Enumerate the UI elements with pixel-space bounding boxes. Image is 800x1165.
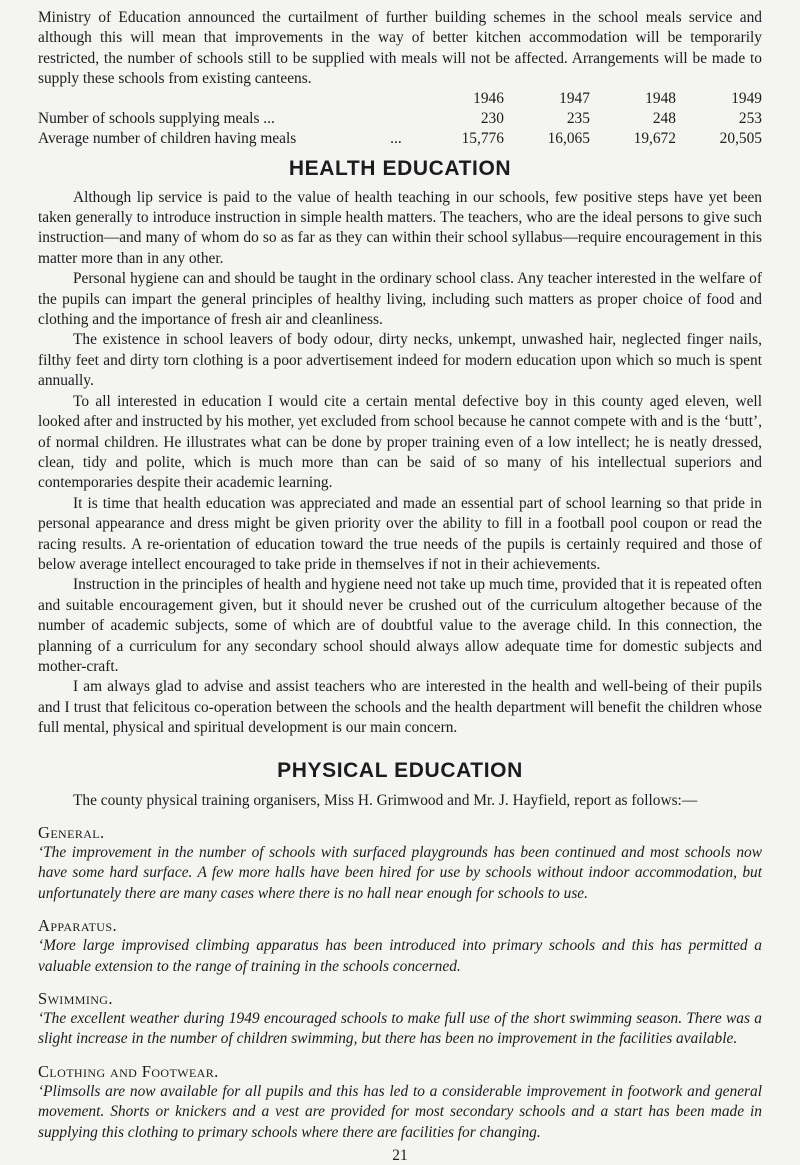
health-paragraph: It is time that health education was appreciated and made an essential part of school learning so that pride in personal appearance and dress might be given priority over the ability to fill in a football pool coupon or read the racing results. A re-orientation of education toward the true needs of the pupils is certainly required and those of below average intellect encouraged to take pride in themselves if not in their achievements. bbox=[38, 494, 762, 573]
row-dots: ... bbox=[390, 129, 402, 147]
health-paragraph: Although lip service is paid to the value of health teaching in our schools, few positive steps have yet been taken generally to introduce instruction in simple health matters. The teachers, who are the ideal persons to give such instruction—and many of whom do so as far as they can within their school syllabus—require encouragement in this matter more than in any other. bbox=[38, 188, 762, 267]
section-text-clothing-footwear: ‘Plimsolls are now available for all pupils and this has led to a considerable improvement in footwork and general movement. Shorts or knickers and a vest are provided for most secondary schools and a start has been made in supplying this clothing to primary schools where there are facilities for changing. bbox=[38, 1082, 762, 1141]
table-cell: 20,505 bbox=[719, 129, 762, 147]
intro-paragraph: Ministry of Education announced the curtailment of further building schemes in the school meals service and although this will mean that improvements in the way of better kitchen accommodation will be temporarily restricted, the number of schools still to be supplied with meals will not be affected. Arrangements will be made to supply these schools from existing canteens. bbox=[38, 9, 762, 88]
section-title-clothing-footwear: Clothing and Footwear. bbox=[38, 1061, 219, 1081]
section-title-apparatus: Apparatus. bbox=[38, 916, 117, 936]
section-text-apparatus: ‘More large improvised climbing apparatus has been introduced into primary schools and this has permitted a valuable extension to the range of training in the schools concerned. bbox=[38, 937, 762, 975]
table-row bbox=[38, 129, 762, 149]
section-title-general: General. bbox=[38, 823, 105, 842]
meals-table bbox=[38, 89, 762, 149]
table-cell: 248 bbox=[652, 109, 676, 127]
physical-education-heading: PHYSICAL EDUCATION bbox=[277, 758, 523, 782]
table-header-row bbox=[38, 89, 762, 109]
year-header: 1949 bbox=[731, 89, 762, 107]
health-paragraph: I am always glad to advise and assist teachers who are interested in the health and well-being of their pupils and I trust that felicitous co-operation between the schools and the health department will benefit the children whose full mental, physical and spiritual development is our main concern. bbox=[38, 678, 762, 737]
health-paragraph: Personal hygiene can and should be taught in the ordinary school class. Any teacher interested in the welfare of the pupils can impart the general principles of healthy living, including such matters as proper choice of food and clothing and the importance of fresh air and cleanliness. bbox=[38, 270, 762, 329]
section-text-general: ‘The improvement in the number of schools with surfaced playgrounds has been continued and most schools now have some hard surface. A few more halls have been hired for use by schools without indoor accommodation, but unfortunately there are many cases where there is no hall near enough for schools to use. bbox=[38, 844, 762, 902]
table-cell: 235 bbox=[566, 109, 590, 127]
section-text-swimming: ‘The excellent weather during 1949 encouraged schools to make full use of the short swimming season. There was a slight increase in the number of children swimming, but there has been no improvement in the facilities available. bbox=[38, 1010, 762, 1048]
year-header: 1947 bbox=[559, 89, 590, 107]
section-title-swimming: Swimming. bbox=[38, 989, 113, 1009]
table-cell: 16,065 bbox=[547, 129, 590, 147]
table-cell: 19,672 bbox=[633, 129, 676, 147]
row-label: Average number of children having meals bbox=[38, 129, 297, 147]
health-paragraph: The existence in school leavers of body odour, dirty necks, unkempt, unwashed hair, neglected finger nails, filthy feet and dirty torn clothing is a poor advertisement indeed for modern education upon which so much is spent annually. bbox=[38, 331, 762, 390]
health-paragraph: Instruction in the principles of health and hygiene need not take up much time, provided that it is repeated often and suitable encouragement given, but it should never be crushed out of the curriculum altogether because of the number of academic subjects, some of which are of doubtful value to the average child. In this connection, the planning of a curriculum for any secondary school should always allow adequate time for domestic subjects and mother-craft. bbox=[38, 576, 762, 675]
physical-intro-paragraph: The county physical training organisers, Miss H. Grimwood and Mr. J. Hayfield, report as follows:— bbox=[73, 791, 698, 809]
page-number: 21 bbox=[392, 1147, 408, 1165]
table-cell: 15,776 bbox=[461, 129, 504, 147]
health-education-heading: HEALTH EDUCATION bbox=[288, 156, 512, 180]
table-cell: 230 bbox=[480, 109, 504, 127]
health-paragraph: To all interested in education I would cite a certain mental defective boy in this county aged eleven, well looked after and instructed by his mother, yet excluded from school because he cannot compete with and is the ‘butt’, of normal children. He illustrates what can be done by proper training even of a low intellect; he is neatly dressed, clean, tidy and polite, which is much more than can be said of so many of his intellectual superiors and contemporaries despite their academic learning. bbox=[38, 392, 762, 492]
table-cell: 253 bbox=[738, 109, 762, 127]
year-header: 1946 bbox=[473, 89, 504, 107]
table-row bbox=[38, 109, 762, 129]
row-dots bbox=[390, 109, 418, 129]
row-label: Number of schools supplying meals ... bbox=[38, 109, 275, 127]
year-header: 1948 bbox=[645, 89, 676, 107]
